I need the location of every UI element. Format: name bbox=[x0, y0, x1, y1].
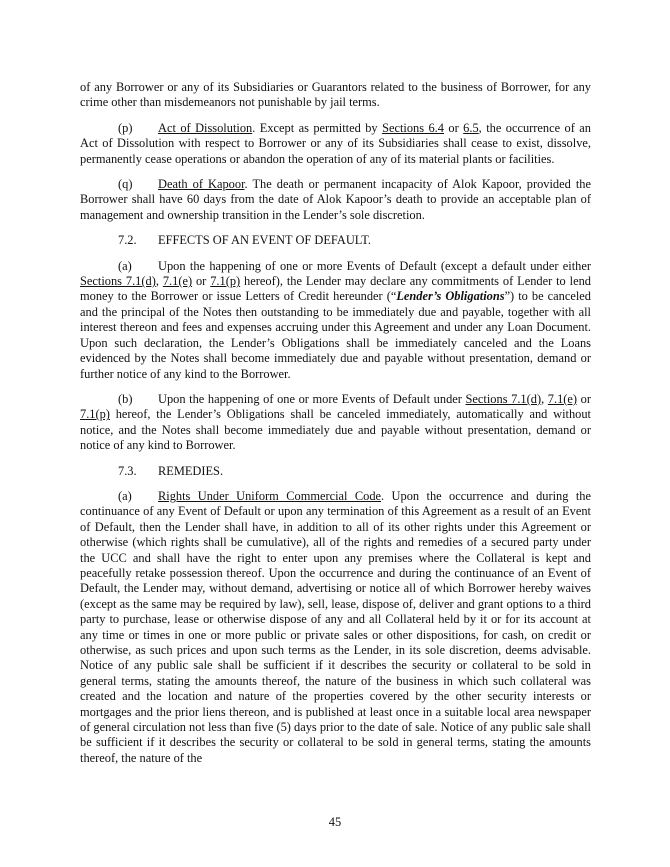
paragraph-p: (p) Act of Dissolution. Except as permitted by Sections 6.4 or 6.5, the occurrence of an Act of Dissolution with respect to Borrower or any of its Subsidiaries shall cease to exist, dissolve, permanently cease operations or abandon the operation of any of its material plants or facilities. bbox=[80, 120, 591, 166]
heading-act-of-dissolution: Act of Dissolution bbox=[158, 120, 253, 135]
page-number: 45 bbox=[328, 815, 342, 829]
cross-reference: 7.1(e) bbox=[547, 391, 578, 406]
defined-term: Lender’s Obligations bbox=[396, 289, 505, 304]
cross-reference: 7.1(p) bbox=[210, 274, 241, 289]
cross-reference: 7.1(e) bbox=[162, 274, 193, 289]
paragraph-label: (p) bbox=[118, 120, 133, 135]
paragraph-q: (q) Death of Kapoor. The death or permanent incapacity of Alok Kapoor, provided the Borrower shall have 60 days from the date of Alok Kapoor’s death to provide an acceptable plan of management and ownership transition in the Lender’s sole discretion. bbox=[80, 177, 591, 222]
paragraph-7-2-b: (b) Upon the happening of one or more Events of Default under Sections 7.1(d), 7.1(e) or 7.1(p) hereof, the Lender’s Obligations shall be canceled immediately, automatically and without notice, and the Notes shall become immediately due and payable without presentation, demand or notice of any kind to Borrower. bbox=[80, 391, 591, 453]
paragraph-7-2-a: (a) Upon the happening of one or more Events of Default (except a default under either Sections 7.1(d), 7.1(e) or 7.1(p) hereof), the Lender may declare any commitments of Lender to lend money to the Borrower or issue Letters of Credit hereunder (“Lender’s Obligations”) to be canceled and the principal of the Notes then outstanding to be immediately due and payable, together with all interest thereon and fees and expenses accruing under this Agreement and under any Loan Document. Upon such declaration, the Lender’s Obligations shall be immediately canceled and the Loans evidenced by the Notes shall become immediately due and payable without presentation, demand or further notice of any kind to the Borrower. bbox=[80, 258, 591, 381]
cross-reference: Sections 6.4 bbox=[382, 120, 444, 135]
section-heading-7-3 bbox=[80, 464, 591, 479]
paragraph-label: (a) bbox=[118, 488, 132, 503]
section-number: 7.2. bbox=[118, 233, 137, 248]
cross-reference: 7.1(p) bbox=[80, 407, 110, 422]
cross-reference: 6.5 bbox=[463, 120, 479, 135]
section-number: 7.3. bbox=[118, 463, 137, 478]
paragraph-label: (a) bbox=[118, 258, 132, 273]
paragraph-7-3-a: (a) Rights Under Uniform Commercial Code. Upon the occurrence and during the continuance of any Event of Default or upon any termination of this Agreement as a result of an Event of Default, then the Lender shall have, in addition to all of its other rights under this Agreement or otherwise (which rights shall be cumulative), all of the rights and remedies of a secured party under the UCC and shall have the right to enter upon any premises where the Collateral is kept and peacefully retake possession thereof. Upon the occurrence and during the continuance of an Event of Default, the Lender may, without demand, advertising or notice all of which Borrower hereby waives (except as the same may be required by law), sell, lease, dispose of, deliver and grant options to a third party to purchase, lease or otherwise dispose of any and all Collateral held by it or for its account at any time or times in one or more public or private sales or other dispositions, for cash, on credit or otherwise, as such prices and upon such terms as the Lender, in its sole discretion, deems advisable. Notice of any public sale shall be sufficient if it describes the security or collateral to be sold in general terms, stating the amounts thereof, the nature of the business in which such collateral was created and the location and nature of the properties covered by the other security interests or mortgages and the prior liens thereon, and is published at least once in a suitable local area newspaper of general circulation not less than five (5) days prior to the date of sale. Notice of any public sale shall be sufficient if it describes the security or collateral to be sold in general terms, stating the amounts thereof, the nature of the bbox=[80, 488, 591, 765]
paragraph-o-continued bbox=[80, 80, 591, 111]
section-heading-7-2 bbox=[80, 233, 591, 248]
heading-death-of-kapoor: Death of Kapoor bbox=[158, 177, 245, 192]
paragraph-label: (b) bbox=[118, 391, 133, 406]
cross-reference: Sections 7.1(d) bbox=[465, 391, 542, 406]
section-title: EFFECTS OF AN EVENT OF DEFAULT. bbox=[158, 233, 371, 248]
cross-reference: Sections 7.1(d) bbox=[80, 274, 156, 289]
paragraph-label: (q) bbox=[118, 177, 133, 192]
paragraph-text: of any Borrower or any of its Subsidiaries or Guarantors related to the business of Borrower, for any crime other than misdemeanors not punishable by jail terms. bbox=[80, 80, 591, 110]
document-body bbox=[80, 80, 591, 766]
heading-rights-under-ucc: Rights Under Uniform Commercial Code bbox=[158, 488, 382, 503]
section-title: REMEDIES. bbox=[158, 463, 224, 478]
